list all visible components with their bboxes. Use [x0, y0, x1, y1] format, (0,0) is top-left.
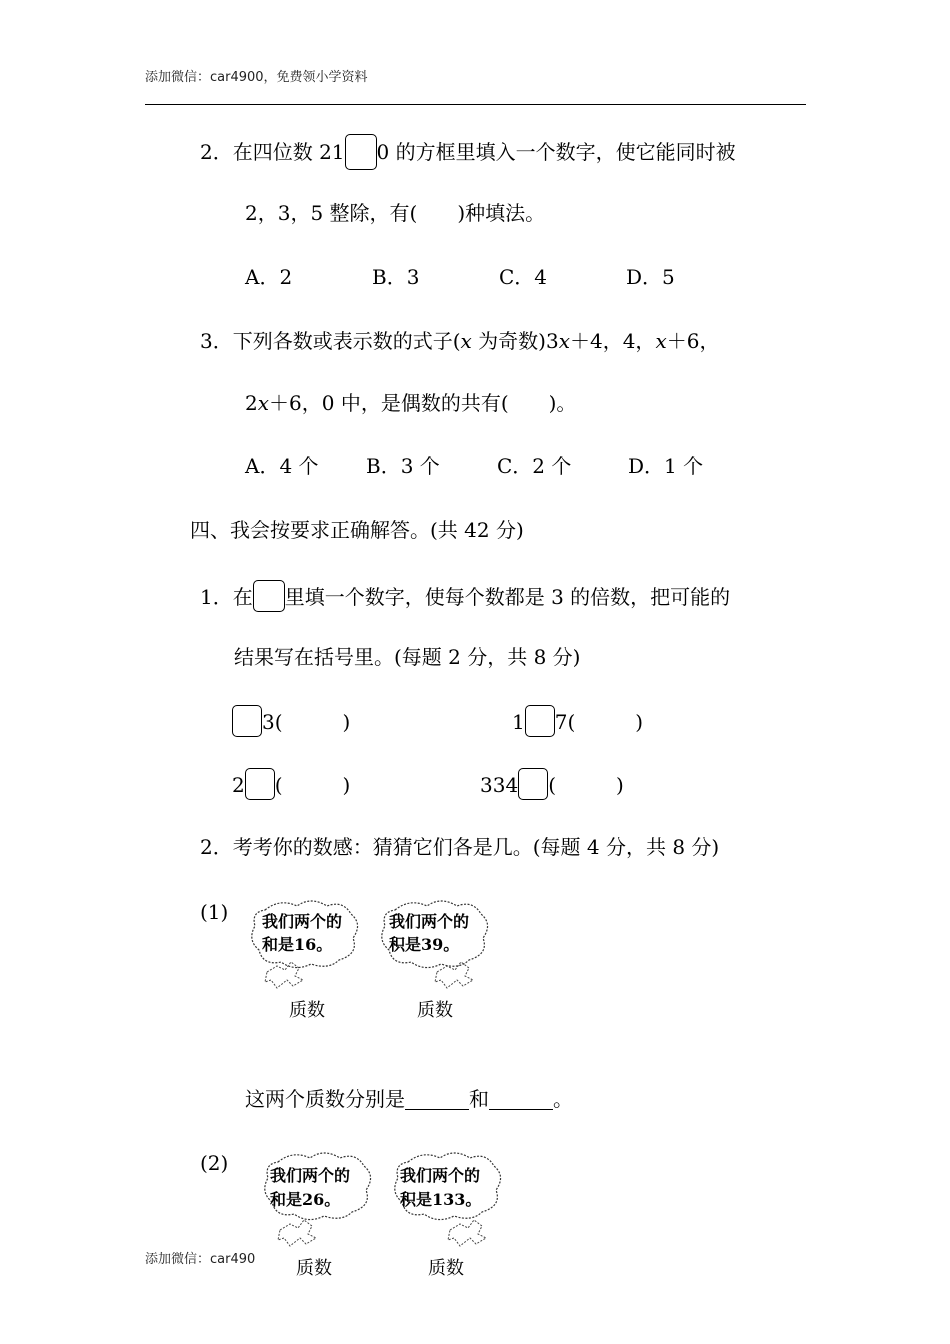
q2-option-d[interactable]: D．5 — [626, 265, 675, 289]
item-digits: 7 — [554, 710, 568, 734]
q3-line1 — [200, 328, 719, 354]
answer-blank-2[interactable] — [489, 1089, 553, 1110]
q2-option-a[interactable]: A．2 — [245, 265, 293, 289]
sub1-answer — [245, 1086, 573, 1112]
thought-bubble-1 — [252, 901, 358, 1021]
bubble-text: 我们两个的 — [270, 1166, 351, 1185]
q3-text: ＋6， — [666, 329, 720, 353]
q3-option-d[interactable]: D．1 个 — [628, 454, 704, 478]
q3-text: ＋6，0 中，是偶数的共有( )。 — [269, 391, 577, 415]
q3-option-b[interactable]: B．3 个 — [366, 454, 440, 478]
sub1-label: (1) — [200, 900, 229, 924]
q3-line2 — [245, 390, 576, 416]
s4q1-suffix: 里填一个数字，使每个数都是 3 的倍数，把可能的 — [284, 585, 731, 609]
q3-var: x — [460, 329, 472, 353]
bubble-text: 和是26。 — [270, 1190, 341, 1209]
q3-text: 3．下列各数或表示数的式子( — [200, 329, 461, 353]
s4q1-item-3 — [232, 768, 350, 800]
digit-box — [253, 580, 285, 612]
q2-line2: 2，3，5 整除，有( )种填法。 — [245, 201, 546, 225]
item-digits: 334 — [480, 773, 519, 797]
item-digits: 3 — [262, 710, 275, 734]
digit-box[interactable] — [518, 768, 548, 800]
thought-bubble-2 — [382, 901, 488, 1021]
section-title: 四、我会按要求正确解答。(共 42 分) — [190, 518, 524, 542]
s4q1-item-1 — [232, 705, 350, 737]
header-note: 添加微信：car4900，免费领小学资料 — [145, 70, 368, 85]
thought-bubble-4 — [395, 1153, 501, 1279]
q2-line1-prefix: 2．在四位数 21 — [200, 140, 345, 164]
s4q1-item-4 — [480, 768, 624, 800]
q3-var: x — [257, 391, 270, 415]
item-digits: 1 — [512, 710, 525, 734]
q3-text: 2 — [245, 391, 258, 415]
s4q1-line1 — [200, 580, 730, 612]
bubble-text: 我们两个的 — [389, 912, 470, 931]
digit-box[interactable] — [245, 768, 275, 800]
flower-icon — [278, 1220, 316, 1246]
sub1-figure — [245, 900, 495, 1024]
item-digits: 2 — [232, 773, 245, 797]
q3-text: 为奇数)3 — [471, 329, 559, 353]
answer-mid: 和 — [469, 1087, 489, 1111]
q3-option-a[interactable]: A．4 个 — [245, 454, 319, 478]
prime-tag: 质数 — [296, 1258, 332, 1279]
answer-paren[interactable]: ( ) — [274, 773, 351, 797]
prime-tag: 质数 — [417, 1000, 453, 1021]
q3-var: x — [558, 329, 570, 353]
thought-bubble-3 — [265, 1153, 371, 1279]
answer-prefix: 这两个质数分别是 — [245, 1087, 405, 1111]
bubble-text: 积是133。 — [400, 1190, 482, 1209]
digit-box[interactable] — [525, 705, 555, 737]
q3-var: x — [655, 329, 667, 353]
q2-line1-suffix: 0 的方框里填入一个数字，使它能同时被 — [376, 140, 736, 164]
prime-tag: 质数 — [289, 1000, 325, 1021]
q3-option-c[interactable]: C．2 个 — [497, 454, 572, 478]
q3-text: ＋4，4， — [569, 329, 656, 353]
sub2-label: (2) — [200, 1151, 229, 1175]
q2-option-c[interactable]: C．4 — [499, 265, 548, 289]
answer-paren[interactable]: ( ) — [274, 710, 351, 734]
prime-tag: 质数 — [428, 1258, 464, 1279]
q2-option-b[interactable]: B．3 — [372, 265, 420, 289]
digit-box[interactable] — [232, 705, 262, 737]
bubble-text: 我们两个的 — [400, 1166, 481, 1185]
answer-suffix: 。 — [553, 1087, 573, 1111]
bubble-text: 积是39。 — [389, 935, 460, 954]
bubble-text: 和是16。 — [262, 935, 333, 954]
s4q1-prefix: 1．在 — [200, 585, 253, 609]
answer-blank-1[interactable] — [405, 1089, 469, 1110]
s4q1-line2: 结果写在括号里。(每题 2 分，共 8 分) — [234, 645, 581, 669]
flower-icon — [448, 1220, 486, 1246]
answer-paren[interactable]: ( ) — [548, 773, 624, 797]
header-rule — [145, 104, 806, 105]
footer-note: 添加微信：car490 — [145, 1248, 255, 1267]
digit-box[interactable] — [345, 134, 377, 170]
sub2-figure — [258, 1152, 508, 1280]
s4q2-title: 2．考考你的数感：猜猜它们各是几。(每题 4 分，共 8 分) — [200, 835, 720, 859]
bubble-text: 我们两个的 — [262, 912, 343, 931]
answer-paren[interactable]: ( ) — [567, 710, 644, 734]
s4q1-item-2 — [512, 705, 643, 737]
q2-line1 — [200, 134, 736, 170]
